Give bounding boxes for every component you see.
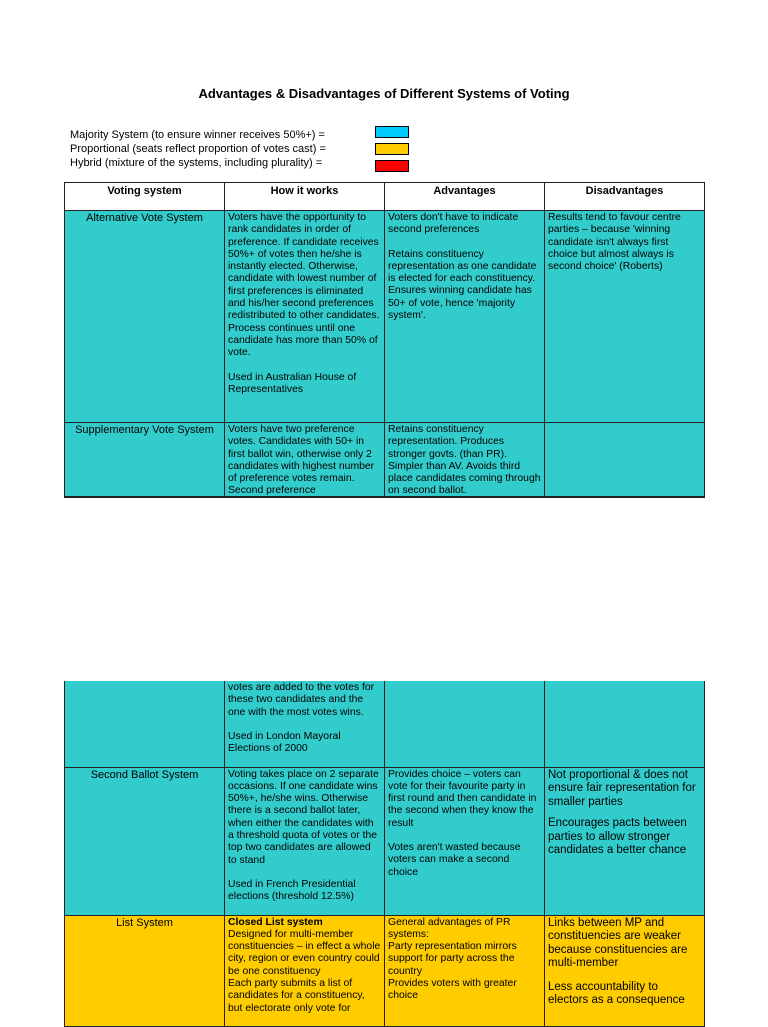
voting-systems-table-page-1 [64,182,705,498]
table-row-list-system [65,915,705,1026]
color-legend [70,128,326,170]
cell-text: Voting takes place on 2 separate occasions. If one candidate wins 50%+, he/she wins. Otherwise there is a second ballot later, when either the candidates with a threshold quota of votes or the top two candidates are allowed to stand [228,768,379,866]
cell-text: votes are added to the votes for these two candidates and the one with the most votes wins. [228,682,375,718]
legend-majority-label: Majority System (to ensure winner receives 50%+) = [70,129,325,141]
system-name: List System [65,915,225,1026]
cell-text: Party representation mirrors support for party across the country [388,941,517,977]
cell-text: Each party submits a list of candidates for a constituency, but electorate only vote for [228,977,365,1014]
majority-color-swatch [375,126,409,138]
document-title: Advantages & Disadvantages of Different Systems of Voting [198,86,570,101]
cell-text: Voters have two preference votes. Candidates with 50+ in first ballot win, otherwise only 2 candidates with highest number of preference votes remain. Second preference [228,424,375,495]
cell-text: Provides voters with greater choice [388,977,517,1002]
cell-text: Designed for multi-member constituencies – in effect a whole city, region or even country could be one constituency [228,928,381,977]
cell-text: Retains constituency representation. Produces stronger govts. (than PR). Simpler than AV. Avoids third place candidates coming through on second ballot. [388,424,541,495]
disadvantages-cell [545,211,705,423]
how-it-works-cell [225,681,385,767]
system-name [65,681,225,767]
cell-text: Retains constituency representation as one candidate is elected for each constituency. Ensures winning candidate has 50+ of vote, hence 'majority system'. [388,248,537,322]
cell-text: Votes aren't wasted because voters can make a second choice [388,841,521,878]
advantages-cell [385,423,545,498]
cell-text: Provides choice – voters can vote for their favourite party in first round and then candidate in the second when they know the result [388,768,537,829]
advantages-cell [385,915,545,1026]
legend-majority [70,128,326,142]
cell-text: Links between MP and constituencies are weaker because constituencies are multi-member [548,916,688,970]
advantages-cell [385,681,545,767]
system-name: Supplementary Vote System [65,423,225,498]
cell-heading: Closed List system [228,916,323,928]
cell-text: General advantages of PR systems: [388,916,511,940]
legend-proportional [70,142,326,156]
advantages-cell [385,211,545,423]
cell-text: Encourages pacts between parties to allow stronger candidates a better chance [548,817,687,857]
header-advantages: Advantages [385,183,545,211]
system-name: Alternative Vote System [65,211,225,423]
table-header-row [65,183,705,211]
how-it-works-cell [225,423,385,498]
legend-proportional-label: Proportional (seats reflect proportion of votes cast) = [70,143,326,155]
disadvantages-cell [545,681,705,767]
header-how-it-works: How it works [225,183,385,211]
header-voting-system: Voting system [65,183,225,211]
table-row-supplementary-vote-continued [65,681,705,767]
legend-hybrid-label: Hybrid (mixture of the systems, including plurality) = [70,157,323,169]
table-row-alternative-vote [65,211,705,423]
how-it-works-cell [225,211,385,423]
advantages-cell [385,767,545,915]
cell-text: Less accountability to electors as a consequence [548,980,685,1007]
cell-text: Used in French Presidential elections (threshold 12.5%) [228,878,356,903]
how-it-works-cell [225,915,385,1026]
legend-hybrid [70,156,326,170]
system-name: Second Ballot System [65,767,225,915]
cell-text: Not proportional & does not ensure fair representation for smaller parties [548,768,696,808]
disadvantages-cell [545,767,705,915]
table-row-second-ballot [65,767,705,915]
cell-text: Voters don't have to indicate second preferences [388,212,519,236]
cell-text: Results tend to favour centre parties – because 'winning candidate isn't always first choice but almost always is second choice' (Roberts) [548,212,681,273]
hybrid-color-swatch [375,160,409,172]
cell-text: Used in London Mayoral Elections of 2000 [228,730,341,755]
disadvantages-cell [545,915,705,1026]
disadvantages-cell [545,423,705,498]
header-disadvantages: Disadvantages [545,183,705,211]
table-row-supplementary-vote [65,423,705,498]
voting-systems-table-page-2 [64,681,705,1027]
cell-text: Used in Australian House of Representatives [228,371,357,395]
proportional-color-swatch [375,143,409,155]
how-it-works-cell [225,767,385,915]
cell-text: Voters have the opportunity to rank candidates in order of preference. If candidate receives 50%+ of votes then he/she is instantly elected. Otherwise, candidate with lowest number of first preferences is eliminated and his/her second preferences redistributed to other candidates. Process continues until one candidate has more than 50% of vote. [228,212,380,359]
